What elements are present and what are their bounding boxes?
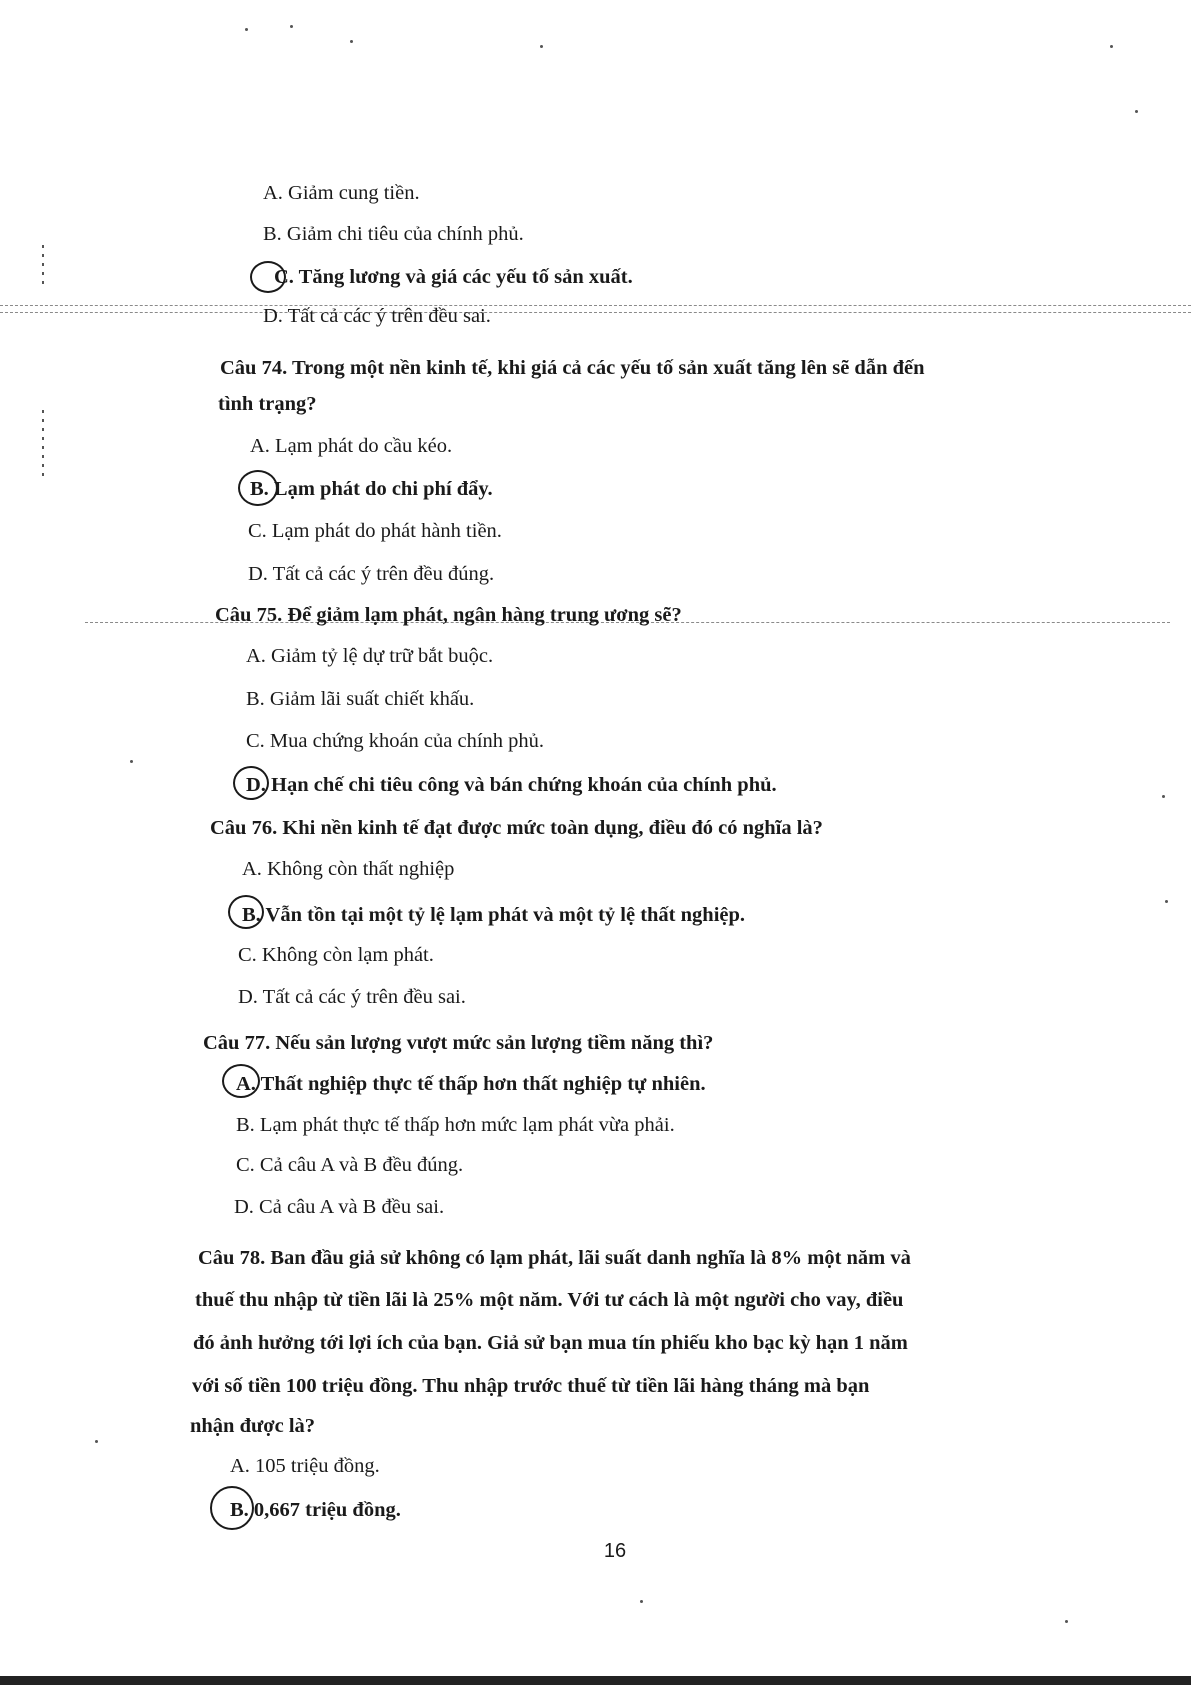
q73-option-b: B. Giảm chi tiêu của chính phủ. [263, 223, 524, 245]
answer-circle-mark [233, 766, 269, 800]
q76-option-b-selected: B. Vẫn tồn tại một tỷ lệ lạm phát và một tỷ lệ thất nghiệp. [242, 904, 746, 926]
scan-bottom-edge [0, 1676, 1191, 1685]
q74-option-a: A. Lạm phát do cầu kéo. [250, 435, 453, 457]
q77-option-d: D. Cả câu A và B đều sai. [234, 1196, 445, 1218]
q78-option-a: A. 105 triệu đồng. [230, 1455, 380, 1477]
q76-stem: Câu 76. Khi nền kinh tế đạt được mức toàn dụng, điều đó có nghĩa là? [210, 817, 823, 839]
answer-circle-mark [222, 1064, 260, 1098]
q77-option-a-selected: A. Thất nghiệp thực tế thấp hơn thất nghiệp tự nhiên. [236, 1073, 706, 1095]
q74-option-d: D. Tất cả các ý trên đều đúng. [248, 563, 495, 585]
q78-option-b-selected: B. 0,667 triệu đồng. [230, 1499, 401, 1521]
q76-option-a: A. Không còn thất nghiệp [242, 858, 455, 880]
q73-option-c-selected: C. Tăng lương và giá các yếu tố sản xuất. [274, 266, 633, 288]
answer-circle-mark [238, 470, 278, 506]
q74-option-b-selected: B. Lạm phát do chi phí đẩy. [250, 478, 493, 500]
q73-option-d: D. Tất cả các ý trên đều sai. [263, 305, 491, 327]
q75-option-c: C. Mua chứng khoán của chính phủ. [246, 730, 545, 752]
q74-stem-line-1: Câu 74. Trong một nền kinh tế, khi giá cả các yếu tố sản xuất tăng lên sẽ dẫn đến [220, 357, 925, 379]
q76-option-c: C. Không còn lạm phát. [238, 944, 434, 966]
q78-stem-line-4: với số tiền 100 triệu đồng. Thu nhập trước thuế từ tiền lãi hàng tháng mà bạn [192, 1375, 870, 1397]
q76-option-d: D. Tất cả các ý trên đều sai. [238, 986, 466, 1008]
q78-stem-line-5: nhận được là? [190, 1415, 316, 1437]
q74-option-c: C. Lạm phát do phát hành tiền. [248, 520, 502, 542]
scan-margin-marks [42, 410, 44, 480]
q75-option-a: A. Giảm tỷ lệ dự trữ bắt buộc. [246, 645, 494, 667]
q75-option-b: B. Giảm lãi suất chiết khấu. [246, 688, 475, 710]
page-number: 16 [603, 1540, 627, 1562]
q77-option-b: B. Lạm phát thực tế thấp hơn mức lạm phát vừa phải. [236, 1114, 675, 1136]
q78-stem-line-1: Câu 78. Ban đầu giả sử không có lạm phát, lãi suất danh nghĩa là 8% một năm và [198, 1247, 911, 1269]
scan-margin-marks [42, 245, 44, 285]
q77-option-c: C. Cả câu A và B đều đúng. [236, 1154, 464, 1176]
q75-stem: Câu 75. Để giảm lạm phát, ngân hàng trung ương sẽ? [215, 604, 682, 626]
scan-fold-line [0, 305, 1191, 306]
q75-option-d-selected: D. Hạn chế chi tiêu công và bán chứng khoán của chính phủ. [246, 774, 777, 796]
scan-fold-line [0, 312, 1191, 313]
answer-circle-mark [250, 261, 286, 293]
q74-stem-line-2: tình trạng? [218, 393, 317, 415]
q73-option-a: A. Giảm cung tiền. [263, 182, 420, 204]
q77-stem: Câu 77. Nếu sản lượng vượt mức sản lượng tiềm năng thì? [203, 1032, 714, 1054]
answer-circle-mark [210, 1486, 254, 1530]
q78-stem-line-3: đó ảnh hưởng tới lợi ích của bạn. Giả sử bạn mua tín phiếu kho bạc kỳ hạn 1 năm [193, 1332, 908, 1354]
answer-circle-mark [228, 895, 264, 929]
q78-stem-line-2: thuế thu nhập từ tiền lãi là 25% một năm. Với tư cách là một người cho vay, điều [195, 1289, 904, 1311]
